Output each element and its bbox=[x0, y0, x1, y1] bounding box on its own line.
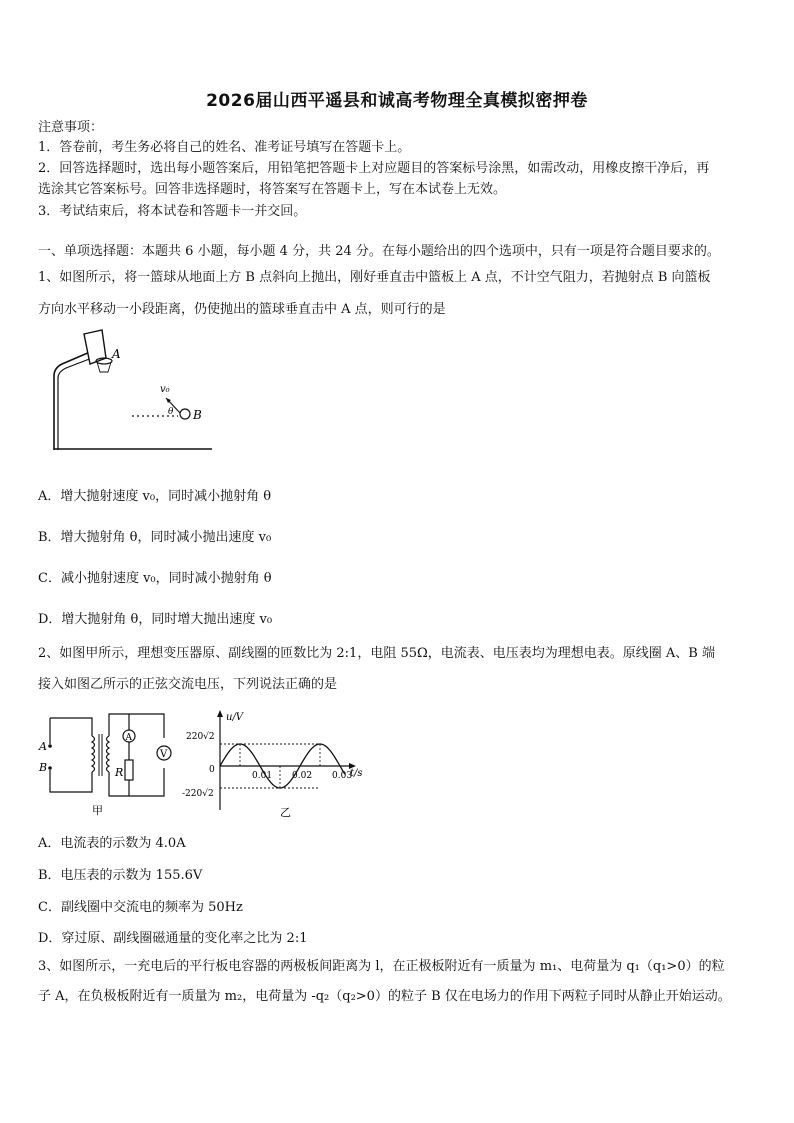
voltage-graph-figure bbox=[180, 708, 370, 820]
option-a: A．电流表的示数为 4.0A bbox=[38, 836, 186, 851]
y-max-label: 220√2 bbox=[186, 732, 215, 742]
secondary-coil bbox=[107, 736, 110, 772]
question-2-line-2: 接入如图乙所示的正弦交流电压，下列说法正确的是 bbox=[38, 677, 338, 692]
question-1-line-1: 1、如图所示，将一篮球从地面上方 B 点斜向上抛出，刚好垂直击中篮板上 A 点，不计空气阻力，若抛射点 B 向篮板 bbox=[38, 270, 711, 285]
graph-caption: 乙 bbox=[280, 806, 291, 819]
circuit-caption: 甲 bbox=[92, 804, 103, 817]
x-axis-label: t/s bbox=[350, 768, 363, 779]
terminal-b-label: B bbox=[39, 761, 48, 774]
x-tick-label: 0.01 bbox=[252, 771, 273, 781]
primary-coil bbox=[92, 736, 95, 772]
y-axis-label: u/V bbox=[226, 712, 244, 723]
resistor bbox=[125, 760, 133, 780]
terminal-a-label: A bbox=[39, 740, 47, 753]
x-tick-label: 0.02 bbox=[292, 771, 313, 781]
notice-item: 选涂其它答案标号。回答非选择题时，将答案写在答题卡上，写在本试卷上无效。 bbox=[38, 182, 507, 197]
question-3-line-1: 3、如图所示，一充电后的平行板电容器的两极板间距离为 l，在正极板附近有一质量为 m₁、电荷量为 q₁（q₁>0）的粒 bbox=[38, 959, 725, 974]
notice-item: 3．考试结束后，将本试卷和答题卡一并交回。 bbox=[38, 204, 307, 219]
transformer-circuit-figure bbox=[36, 708, 186, 820]
basketball-figure bbox=[40, 328, 220, 453]
option-c: C．副线圈中交流电的频率为 50Hz bbox=[38, 900, 243, 915]
label-a: A bbox=[112, 347, 121, 361]
x-tick-label: 0.03 bbox=[332, 771, 353, 781]
ammeter-label: A bbox=[125, 733, 132, 743]
page-title: 2026届山西平遥县和诚高考物理全真模拟密押卷 bbox=[206, 91, 588, 111]
question-3-line-2: 子 A，在负极板附近有一质量为 m₂，电荷量为 -q₂（q₂>0）的粒子 B 仅在电场力的作用下两粒子同时从静止开始运动。 bbox=[38, 989, 731, 1004]
option-b: B．增大抛射角 θ，同时减小抛出速度 v₀ bbox=[38, 530, 272, 545]
option-b: B．电压表的示数为 155.6V bbox=[38, 868, 203, 883]
option-d: D．增大抛射角 θ，同时增大抛出速度 v₀ bbox=[38, 612, 273, 627]
option-d: D．穿过原、副线圈磁通量的变化率之比为 2:1 bbox=[38, 931, 308, 946]
voltmeter-label: V bbox=[160, 749, 168, 760]
origin-label: 0 bbox=[209, 765, 215, 775]
hoop-pole bbox=[54, 352, 90, 450]
option-a: A．增大抛射速度 v₀，同时减小抛射角 θ bbox=[38, 489, 272, 504]
backboard bbox=[84, 330, 106, 364]
notice-heading: 注意事项： bbox=[38, 120, 104, 135]
option-c: C．减小抛射速度 v₀，同时减小抛射角 θ bbox=[38, 571, 272, 586]
notice-item: 1．答卷前，考生务必将自己的姓名、准考证号填写在答题卡上。 bbox=[38, 140, 411, 155]
label-theta: θ bbox=[168, 407, 174, 417]
y-min-label: -220√2 bbox=[182, 789, 214, 799]
resistor-label: R bbox=[115, 766, 124, 779]
notice-item: 2．回答选择题时，选出每小题答案后，用铅笔把答题卡上对应题目的答案标号涂黑，如需改动，用橡皮擦干净后，再 bbox=[38, 161, 710, 176]
question-2-line-1: 2、如图甲所示，理想变压器原、副线圈的匝数比为 2:1，电阻 55Ω，电流表、电压表均为理想电表。原线圈 A、B 端 bbox=[38, 646, 715, 661]
label-v0: v₀ bbox=[160, 384, 170, 395]
label-b: B bbox=[193, 408, 202, 422]
section-heading: 一、单项选择题：本题共 6 小题，每小题 4 分，共 24 分。在每小题给出的四个选项中，只有一项是符合题目要求的。 bbox=[38, 244, 720, 259]
basketball bbox=[180, 409, 190, 419]
question-1-line-2: 方向水平移动一小段距离，仍使抛出的篮球垂直击中 A 点，则可行的是 bbox=[38, 302, 446, 317]
